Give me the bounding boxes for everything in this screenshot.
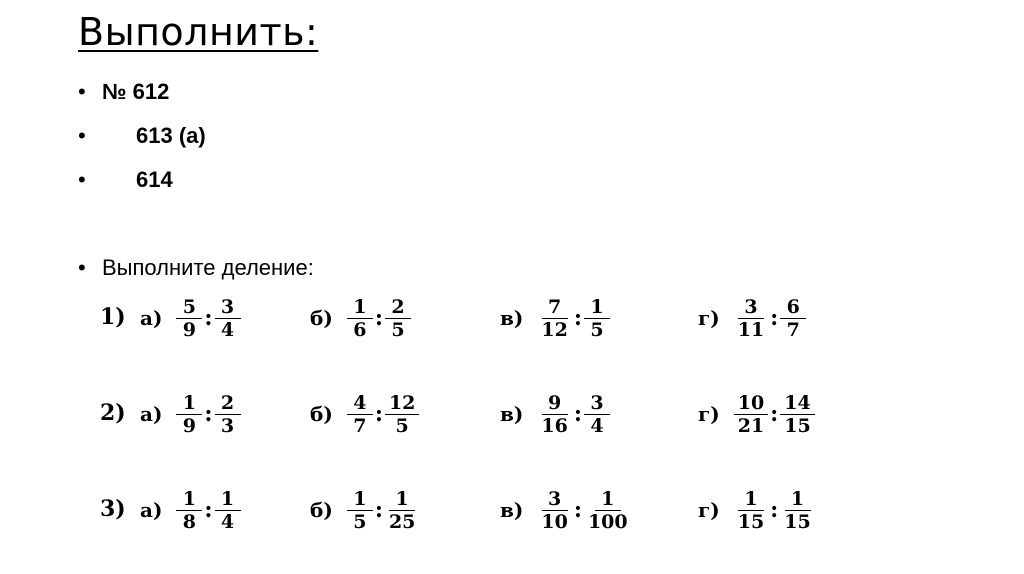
exercise-item	[140, 288, 241, 348]
numerator: 3	[738, 296, 764, 319]
numerator: 1	[595, 488, 621, 511]
fraction-divisor	[780, 392, 814, 437]
denominator: 6	[353, 318, 367, 341]
numerator: 1	[176, 392, 202, 415]
fraction-divisor	[780, 488, 814, 533]
fraction-divisor	[385, 296, 411, 341]
division-sign: :	[204, 401, 213, 427]
division-sign: :	[573, 401, 582, 427]
denominator: 16	[541, 414, 568, 437]
division-sign: :	[770, 497, 779, 523]
denominator: 7	[786, 318, 800, 341]
exercise-row	[100, 288, 860, 358]
task-text: 613 (а)	[136, 123, 206, 148]
task-text: № 612	[102, 79, 170, 104]
numerator: 1	[215, 488, 241, 511]
fraction-divisor	[584, 488, 632, 533]
fraction-dividend	[176, 296, 202, 341]
numerator: 12	[385, 392, 419, 415]
exercise-item	[698, 384, 815, 444]
numerator: 9	[542, 392, 568, 415]
denominator: 15	[737, 510, 765, 533]
denominator: 4	[220, 318, 235, 341]
bullet-icon: •	[78, 123, 86, 148]
bullet-icon: •	[78, 255, 86, 280]
division-sign: :	[770, 401, 779, 427]
item-label: а)	[140, 306, 163, 330]
division-sign: :	[204, 497, 213, 523]
item-label: г)	[698, 306, 720, 330]
numerator: 1	[738, 488, 764, 511]
slide-title: Выполнить:	[78, 10, 319, 54]
exercise-row	[100, 480, 860, 550]
fraction-dividend	[347, 392, 373, 437]
denominator: 100	[587, 510, 628, 533]
item-label: а)	[140, 402, 163, 426]
fraction-divisor	[780, 296, 806, 341]
item-label: в)	[500, 306, 524, 330]
numerator: 6	[780, 296, 806, 319]
fraction-dividend	[734, 392, 768, 437]
exercise-row	[100, 384, 860, 454]
fraction-dividend	[537, 296, 571, 341]
denominator: 9	[182, 414, 197, 437]
denominator: 15	[784, 510, 811, 533]
exercise-item	[698, 480, 815, 540]
division-sign: :	[374, 401, 383, 427]
denominator: 3	[220, 414, 235, 437]
fraction-divisor	[584, 392, 610, 437]
fraction-divisor	[385, 392, 419, 437]
exercise-item	[310, 288, 411, 348]
denominator: 4	[220, 510, 235, 533]
numerator: 1	[584, 296, 610, 319]
exercise-number: 1)	[100, 304, 126, 330]
numerator: 3	[584, 392, 610, 415]
denominator: 5	[353, 510, 367, 533]
division-sign: :	[573, 497, 582, 523]
division-sign: :	[374, 497, 383, 523]
denominator: 9	[182, 318, 197, 341]
denominator: 21	[737, 414, 765, 437]
bullet-icon: •	[78, 167, 86, 192]
denominator: 7	[353, 414, 367, 437]
exercise-item	[500, 288, 610, 348]
denominator: 25	[388, 510, 416, 533]
denominator: 10	[541, 510, 568, 533]
numerator: 1	[389, 488, 415, 511]
fraction-divisor	[215, 488, 241, 533]
numerator: 5	[176, 296, 202, 319]
numerator: 1	[347, 296, 373, 319]
fraction-divisor	[215, 392, 241, 437]
exercise-item	[310, 384, 419, 444]
exercise-item	[140, 384, 241, 444]
denominator: 8	[182, 510, 197, 533]
denominator: 5	[590, 318, 604, 341]
task-text: 614	[136, 167, 173, 192]
exercise-item	[698, 288, 806, 348]
numerator: 1	[176, 488, 202, 511]
item-label: б)	[310, 498, 333, 522]
numerator: 7	[542, 296, 568, 319]
division-sign: :	[374, 305, 383, 331]
fraction-dividend	[537, 488, 571, 533]
item-label: г)	[698, 498, 720, 522]
numerator: 3	[542, 488, 568, 511]
item-label: в)	[500, 498, 524, 522]
denominator: 5	[395, 414, 409, 437]
numerator: 2	[385, 296, 411, 319]
exercise-number: 2)	[100, 400, 126, 426]
division-sign: :	[204, 305, 213, 331]
denominator: 15	[784, 414, 811, 437]
exercise-item	[500, 384, 610, 444]
item-label: г)	[698, 402, 720, 426]
numerator: 3	[215, 296, 241, 319]
numerator: 4	[347, 392, 373, 415]
denominator: 5	[391, 318, 405, 341]
item-label: а)	[140, 498, 163, 522]
numerator: 1	[785, 488, 811, 511]
bullet-icon: •	[78, 79, 86, 104]
exercise-number: 3)	[100, 496, 126, 522]
fraction-dividend	[734, 488, 768, 533]
fraction-dividend	[537, 392, 571, 437]
fraction-dividend	[176, 488, 202, 533]
fraction-dividend	[176, 392, 202, 437]
denominator: 11	[737, 318, 765, 341]
numerator: 2	[215, 392, 241, 415]
denominator: 4	[590, 414, 604, 437]
item-label: в)	[500, 402, 524, 426]
numerator: 14	[780, 392, 814, 415]
fraction-divisor	[215, 296, 241, 341]
exercise-item	[500, 480, 632, 540]
numerator: 10	[734, 392, 768, 415]
item-label: б)	[310, 306, 333, 330]
division-sign: :	[573, 305, 582, 331]
fraction-dividend	[347, 488, 373, 533]
numerator: 1	[347, 488, 373, 511]
item-label: б)	[310, 402, 333, 426]
fraction-divisor	[385, 488, 419, 533]
task-text: Выполните деление:	[102, 255, 314, 280]
exercise-item	[140, 480, 241, 540]
fraction-dividend	[347, 296, 373, 341]
exercise-item	[310, 480, 419, 540]
denominator: 12	[541, 318, 568, 341]
fraction-divisor	[584, 296, 610, 341]
division-sign: :	[770, 305, 779, 331]
fraction-dividend	[734, 296, 768, 341]
